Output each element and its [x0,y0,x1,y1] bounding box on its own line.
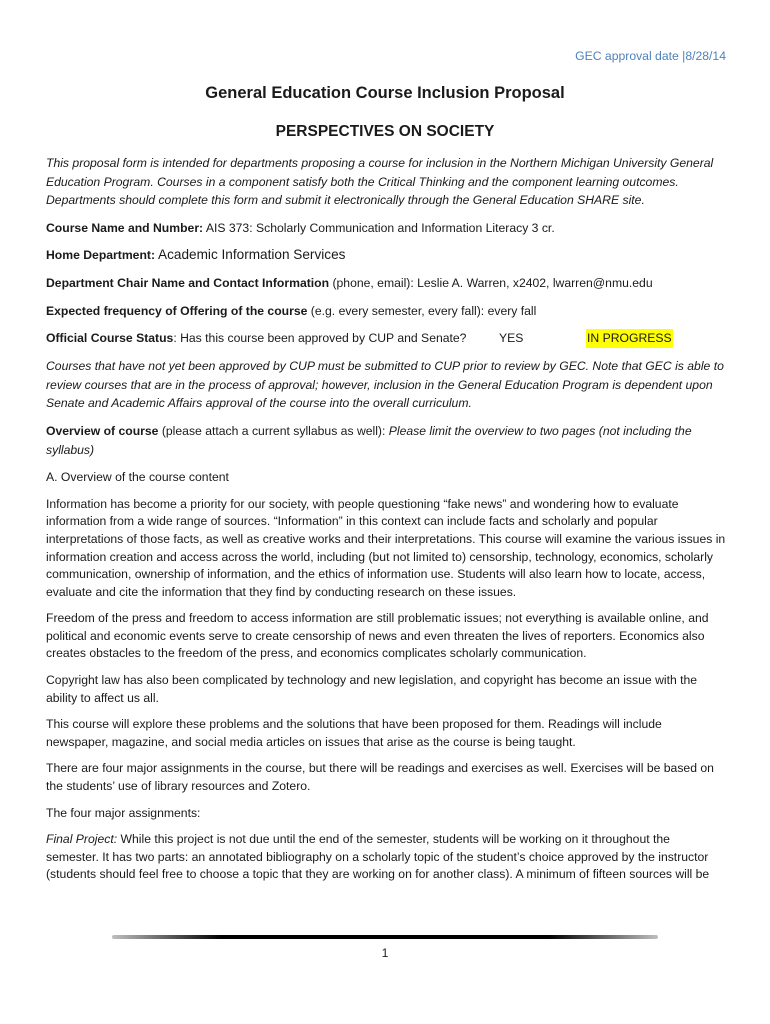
final-project-text: While this project is not due until the end of the semester, students will be working on it throughout the semester. It has two parts: an annotated bibliography on a scholarly topic of the student’s choice approved by the instructor (students should feel free to choose a topic that they are working on for another class). A minimum of fifteen sources will be [46,832,710,882]
overview-instruction: (please attach a current syllabus as well): [158,423,389,438]
status-yes-option: YES [499,331,524,346]
document-body [46,154,726,893]
department-chair-value: (phone, email): Leslie A. Warren, x2402, lwarren@nmu.edu [329,275,653,290]
final-project-paragraph [46,831,726,884]
frequency-row [46,302,726,321]
cup-note: Courses that have not yet been approved by CUP must be submitted to CUP prior to review by GEC. Note that GEC is able to review courses that are in the process of approval; however, inclusion in the General Education Program is dependent upon Senate and Academic Affairs approval of the course into the overall curriculum. [46,359,724,411]
overview-paragraph: Information has become a priority for our society, with people questioning “fake news” and wondering how to evaluate information from a wide range of sources. “Information” in this context can include facts and scholarly and popular interpretations of those facts, as well as creative works and their interpretations. This course will examine the various issues in information creation and access across the world, including (but not limited to) censorship, technology, economics, scholarly communication, ownership of information, and the ethics of information use. Students will also learn how to locate, access, evaluate and cite the information that they find by conducting research on these issues. [46,496,726,599]
course-status-row [46,329,726,348]
intro-paragraph: This proposal form is intended for departments proposing a course for inclusion in the Northern Michigan University General Education Program. Courses in a component satisfy both the Critical Thinking and the component learning outcomes. Departments should complete this form and submit it electronically through the General Education SHARE site. [46,156,714,208]
status-in-progress-option: IN PROGRESS [586,329,673,348]
department-chair-row [46,274,726,293]
page-title: General Education Course Inclusion Proposal [205,84,565,102]
overview-heading-row [46,422,726,459]
footer-divider [112,935,658,939]
overview-label: Overview of course [46,423,159,438]
course-status-label: Official Course Status [46,331,174,346]
home-department-value: Academic Information Services [155,247,346,263]
course-name-label: Course Name and Number: [46,220,204,235]
course-status-question: : Has this course been approved by CUP and Senate? [173,331,467,346]
page-subtitle: PERSPECTIVES ON SOCIETY [275,123,495,140]
course-name-row [46,219,726,238]
approval-date: GEC approval date |8/28/14 [575,49,726,63]
overview-paragraph: Copyright law has also been complicated by technology and new legislation, and copyright has become an issue with the ability to affect us all. [46,673,698,705]
overview-paragraph: The four major assignments: [46,805,201,820]
home-department-label: Home Department: [46,248,156,263]
frequency-label: Expected frequency of Offering of the course [46,303,308,318]
section-a-heading: A. Overview of the course content [46,470,229,485]
overview-paragraph: There are four major assignments in the course, but there will be readings and exercises as well. Exercises will be based on the students’ use of library resources and Zotero. [46,761,714,794]
overview-paragraph: This course will explore these problems and the solutions that have been proposed for them. Readings will include newspaper, magazine, and social media articles on issues that arise as the course is being taught. [46,717,662,749]
home-department-row [46,246,726,265]
overview-note: Please limit the overview to two pages (not including the syllabus) [46,423,692,457]
frequency-value: (e.g. every semester, every fall): every fall [307,303,537,318]
final-project-label: Final Project: [46,832,118,847]
overview-paragraph: Freedom of the press and freedom to access information are still problematic issues; not everything is available online, and political and economic events serve to create censorship of news and even threaten the lives of reporters. Economics also creates obstacles to the freedom of the press, and economics complicates scholarly communication. [46,611,709,661]
department-chair-label: Department Chair Name and Contact Information [46,275,330,290]
course-name-value: AIS 373: Scholarly Communication and Information Literacy 3 cr. [203,220,555,235]
page-number: 1 [381,946,389,960]
